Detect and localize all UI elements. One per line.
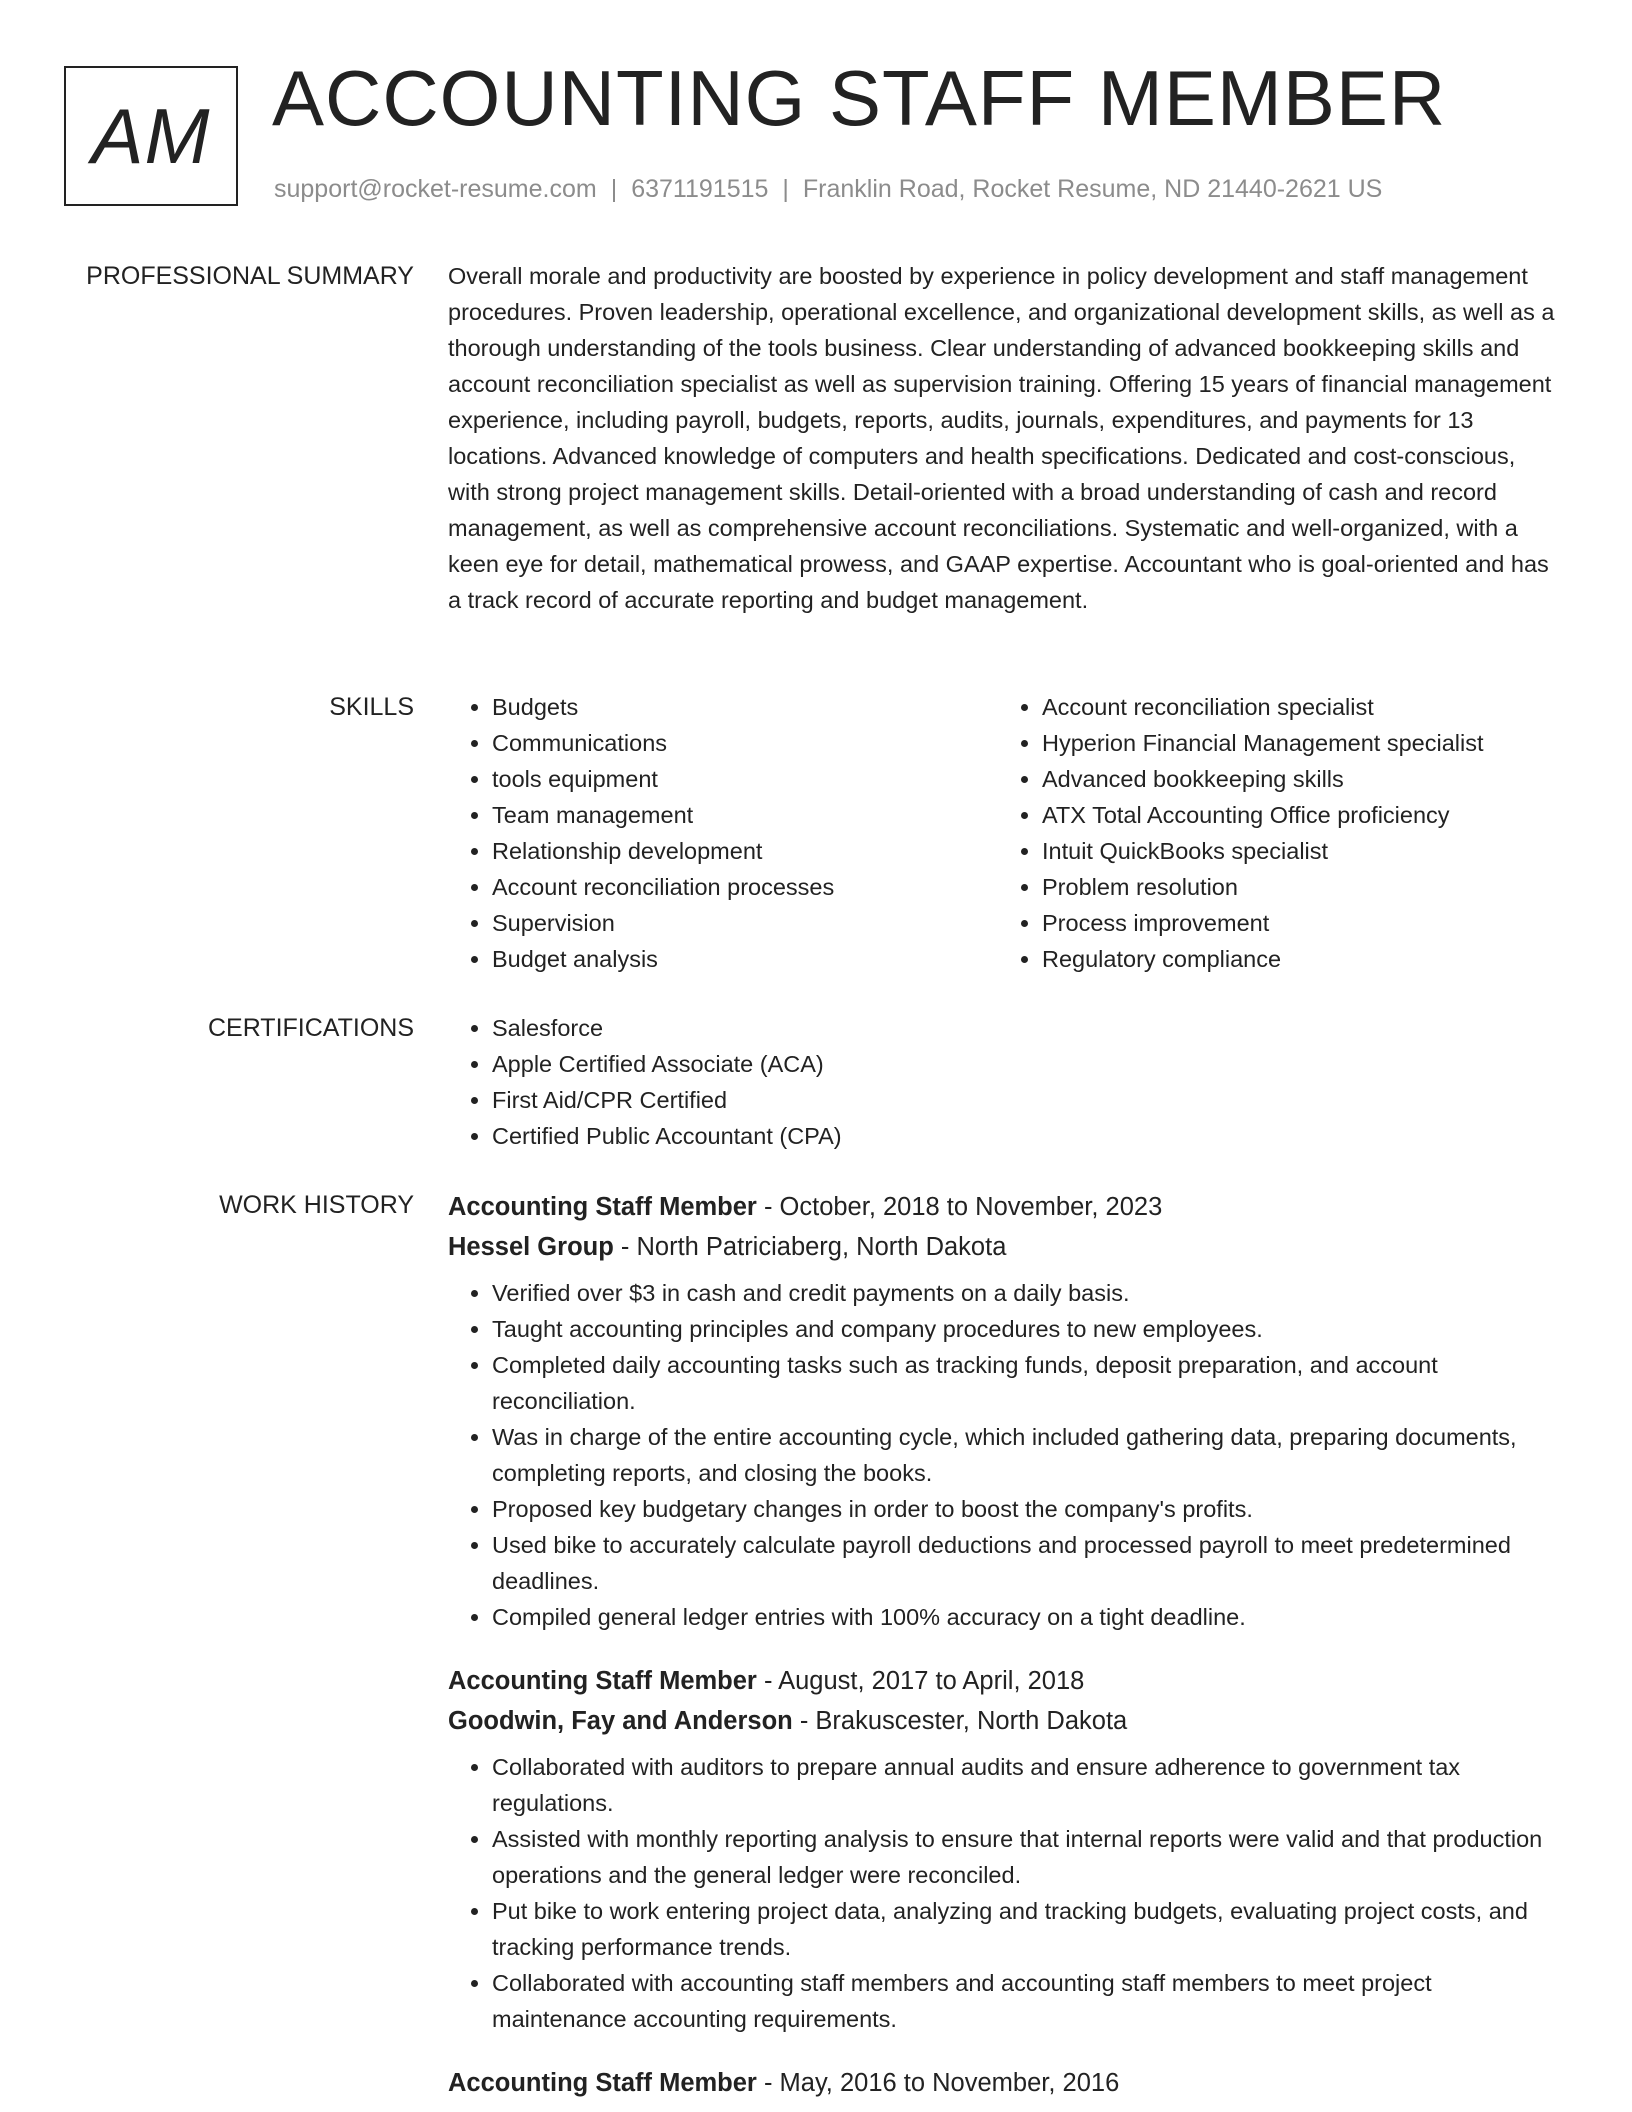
job-entry [448, 2063, 1560, 2103]
skill-item: • Account reconciliation processes [492, 869, 998, 905]
job-bullets [448, 1275, 1560, 1635]
job-bullet: • Taught accounting principles and company procedures to new employees. [492, 1311, 1560, 1347]
contact-email[interactable]: support@rocket-resume.com [274, 175, 597, 203]
job-bullet: • Used bike to accurately calculate payroll deductions and processed payroll to meet predetermined deadlines. [492, 1527, 1560, 1599]
job-bullet: • Collaborated with auditors to prepare annual audits and ensure adherence to government tax regulations. [492, 1749, 1560, 1821]
job-bullet: • Completed daily accounting tasks such as tracking funds, deposit preparation, and account reconciliation. [492, 1347, 1560, 1419]
contact-address: Franklin Road, Rocket Resume, ND 21440-2621 US [802, 175, 1383, 203]
job-bullet: • Collaborated with accounting staff members and accounting staff members to meet project maintenance accounting requirements. [492, 1965, 1560, 2037]
certification-item: • Certified Public Accountant (CPA) [492, 1118, 1560, 1154]
job-location: - Brakuscester, North Dakota [792, 1707, 1128, 1735]
job-location: - North Patriciaberg, North Dakota [613, 1233, 1007, 1261]
certification-item: • Apple Certified Associate (ACA) [492, 1046, 1560, 1082]
certification-item: • Salesforce [492, 1010, 1560, 1046]
section-label-certifications: CERTIFICATIONS [207, 1014, 414, 1042]
contact-line [274, 175, 1382, 204]
job-title-line [448, 1187, 1560, 1227]
skill-item: • Regulatory compliance [1042, 941, 1548, 977]
section-label-work-history: WORK HISTORY [219, 1191, 414, 1219]
skill-item: • Communications [492, 725, 998, 761]
job-dates: - October, 2018 to November, 2023 [756, 1193, 1163, 1221]
skill-item: • Relationship development [492, 833, 998, 869]
job-bullet: • Verified over $3 in cash and credit payments on a daily basis. [492, 1275, 1560, 1311]
contact-phone[interactable]: 6371191515 [631, 175, 769, 203]
skill-item: • Intuit QuickBooks specialist [1042, 833, 1548, 869]
certifications-body [448, 1010, 1560, 1154]
skills-grid [448, 689, 1560, 977]
skill-item: • Advanced bookkeeping skills [1042, 761, 1548, 797]
job-entry [448, 1661, 1560, 2037]
skill-item: • Account reconciliation specialist [1042, 689, 1548, 725]
job-bullet: • Proposed key budgetary changes in order to boost the company's profits. [492, 1491, 1560, 1527]
monogram-box [64, 66, 238, 206]
skill-item: • Budgets [492, 689, 998, 725]
job-company: Goodwin, Fay and Anderson [448, 1707, 793, 1735]
job-company-line [448, 1701, 1560, 1741]
job-title-line [448, 1661, 1560, 1701]
work-history-body [448, 1187, 1560, 2112]
job-dates: - August, 2017 to April, 2018 [756, 1667, 1085, 1695]
summary-body [448, 258, 1560, 618]
certification-item: • First Aid/CPR Certified [492, 1082, 1560, 1118]
job-title-line [448, 2063, 1560, 2103]
job-title: Accounting Staff Member [448, 1667, 757, 1695]
contact-separator: | [610, 175, 618, 203]
skill-item: • Process improvement [1042, 905, 1548, 941]
job-bullets [448, 1749, 1560, 2037]
job-bullet: • Put bike to work entering project data, analyzing and tracking budgets, evaluating project costs, and tracking performance trends. [492, 1893, 1560, 1965]
job-company-line [448, 1227, 1560, 1267]
job-bullet: • Was in charge of the entire accounting cycle, which included gathering data, preparing documents, completing reports, and closing the books. [492, 1419, 1560, 1491]
section-label-skills: SKILLS [329, 693, 414, 721]
job-title: Accounting Staff Member [448, 2069, 757, 2097]
job-company: Hessel Group [448, 1233, 614, 1261]
skill-item: • Team management [492, 797, 998, 833]
skill-item: • ATX Total Accounting Office proficiency [1042, 797, 1548, 833]
skill-item: • Problem resolution [1042, 869, 1548, 905]
monogram-initials: AM [91, 91, 211, 180]
job-bullet: • Assisted with monthly reporting analysis to ensure that internal reports were valid and that production operations and the general ledger were reconciled. [492, 1821, 1560, 1893]
job-entry [448, 1187, 1560, 1635]
job-dates: - May, 2016 to November, 2016 [756, 2069, 1120, 2097]
skill-item: • Supervision [492, 905, 998, 941]
skills-column-right [998, 689, 1548, 977]
job-bullet: • Compiled general ledger entries with 100% accuracy on a tight deadline. [492, 1599, 1560, 1635]
contact-separator: | [782, 175, 789, 203]
section-label-summary: PROFESSIONAL SUMMARY [86, 262, 414, 290]
skill-item: • tools equipment [492, 761, 998, 797]
summary-text: Overall morale and productivity are boosted by experience in policy development and staff management procedures. Proven leadership, operational excellence, and organizational development skills, as well as a thorough understanding of the tools business. Clear understanding of advanced bookkeeping skills and account reconciliation specialist as well as supervision training. Offering 15 years of financial management experience, including payroll, budgets, reports, audits, journals, expenditures, and payments for 13 locations. Advanced knowledge of computers and health specifications. Dedicated and cost-conscious, with strong project management skills. Detail-oriented with a broad understanding of cash and record management, as well as comprehensive account reconciliations. Systematic and well-organized, with a keen eye for detail, mathematical prowess, and GAAP expertise. Accountant who is goal-oriented and has a track record of accurate reporting and budget management. [448, 263, 1555, 613]
job-title: Accounting Staff Member [448, 1193, 757, 1221]
page-title: ACCOUNTING STAFF MEMBER [272, 54, 1447, 142]
skills-column-left [448, 689, 998, 977]
skill-item: • Budget analysis [492, 941, 998, 977]
skill-item: • Hyperion Financial Management specialist [1042, 725, 1548, 761]
